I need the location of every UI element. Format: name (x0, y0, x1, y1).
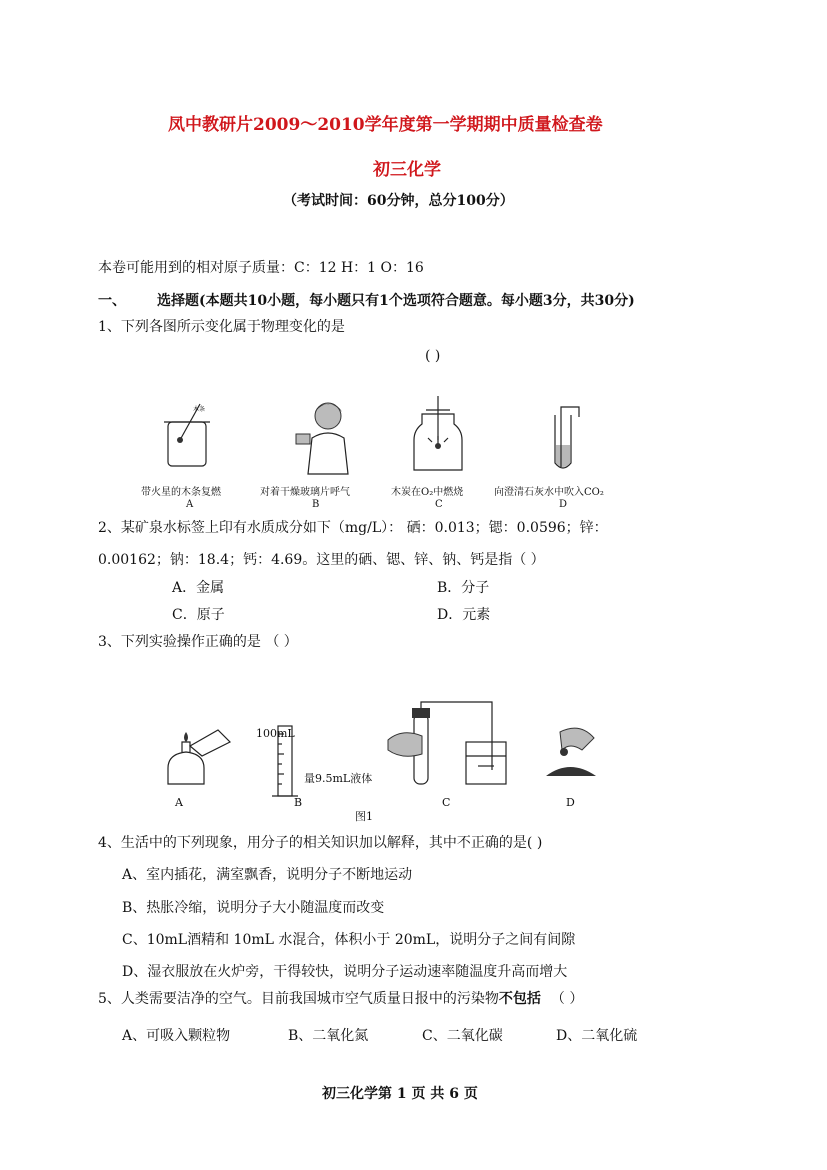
section-number: 一、 (98, 293, 126, 309)
q3-letter-b: B (294, 796, 303, 809)
q1-caption-d: 向澄清石灰水中吹入CO₂ (494, 487, 604, 498)
q4-option-d: D、湿衣服放在火炉旁，干得较快，说明分子运动速率随温度升高而增大 (122, 964, 568, 980)
subject-title: 初三化学 (373, 160, 441, 180)
q5-option-a: A、可吸入颗粒物 (122, 1028, 231, 1044)
q4-option-b: B、热胀冷缩，说明分子大小随温度而改变 (122, 900, 385, 916)
section-heading: 选择题(本题共10小题，每小题只有1个选项符合题意。每小题3分，共30分) (157, 293, 635, 309)
q2-option-a: A．金属 (172, 580, 225, 596)
q2-option-d: D．元素 (437, 607, 491, 623)
q3-figure-caption: 图1 (355, 810, 373, 823)
q3-image-c (382, 700, 507, 788)
q1-image-a-tag: 木条 (193, 406, 206, 413)
q5-stem (98, 988, 583, 1008)
q1-caption-b: 对着干燥玻璃片呼气 (260, 487, 350, 498)
q5-option-c: C、二氧化碳 (422, 1028, 503, 1044)
q3-letter-d: D (566, 796, 575, 809)
q4-option-c: C、10mL酒精和 10mL 水混合，体积小于 20mL，说明分子之间有间隙 (122, 932, 576, 948)
q5-option-b: B、二氧化氮 (288, 1028, 369, 1044)
q5-stem-text: 5、人类需要洁净的空气。目前我国城市空气质量日报中的污染物 (98, 991, 499, 1007)
page-title: 凤中教研片2009～2010学年度第一学期期中质量检查卷 (168, 115, 603, 135)
q3-image-a (160, 728, 235, 788)
q5-stem-emphasis: 不包括 (498, 991, 541, 1007)
q1-letter-a: A (186, 499, 194, 510)
q3-letter-a: A (175, 796, 183, 809)
q4-stem: 4、生活中的下列现象，用分子的相关知识加以解释，其中不正确的是( ) (98, 835, 543, 851)
q2-option-c: C．原子 (172, 607, 225, 623)
q3-image-d (540, 722, 602, 784)
q1-image-a (160, 400, 220, 475)
q5-answer-blank: （ ） (550, 991, 584, 1007)
q1-letter-c: C (435, 499, 443, 510)
q2-stem-line1: 2、某矿泉水标签上印有水质成分如下（mg/L）： 硒：0.013；锶：0.0596；锌： (98, 520, 608, 536)
q3-cylinder-top-label: 100mL (256, 727, 295, 740)
q3-cylinder-note: 量9.5mL液体 (304, 772, 373, 785)
q1-image-c (408, 396, 468, 476)
q2-option-b: B．分子 (437, 580, 490, 596)
page-footer: 初三化学第 1 页 共 6 页 (322, 1086, 478, 1102)
q1-image-b (290, 398, 360, 476)
atomic-mass-note: 本卷可能用到的相对原子质量：C：12 H：1 O：16 (98, 260, 424, 276)
q1-stem: 1、下列各图所示变化属于物理变化的是 (98, 319, 345, 335)
q1-answer-blank: ( ) (425, 348, 441, 364)
q1-letter-b: B (312, 499, 320, 510)
q2-stem-line2: 0.00162；钠：18.4；钙：4.69。这里的硒、锶、锌、钠、钙是指（ ） (98, 552, 545, 568)
q3-stem: 3、下列实验操作正确的是 （ ） (98, 634, 298, 650)
q1-caption-a: 带火星的木条复燃 (141, 487, 221, 498)
q1-caption-c: 木炭在O₂中燃烧 (391, 487, 464, 498)
q1-letter-d: D (559, 499, 568, 510)
q3-letter-c: C (442, 796, 451, 809)
exam-info: （考试时间：60分钟，总分100分） (283, 193, 514, 209)
q4-option-a: A、室内插花，满室飘香，说明分子不断地运动 (122, 867, 413, 883)
q5-option-d: D、二氧化硫 (556, 1028, 638, 1044)
q1-image-d (545, 405, 585, 475)
